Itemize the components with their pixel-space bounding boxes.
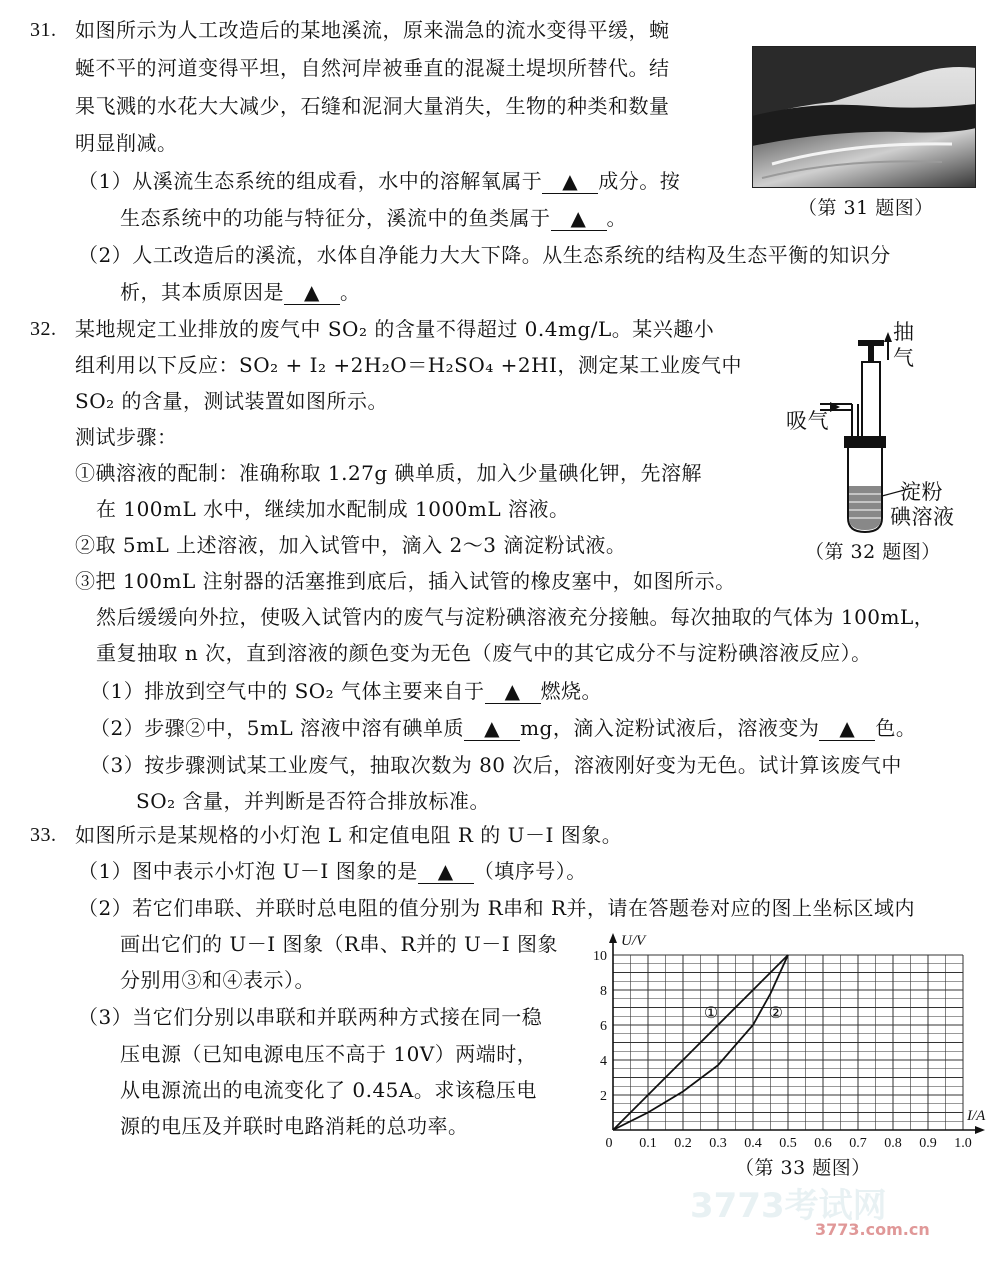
q33-sub3a: （3）当它们分别以串联和并联两种方式接在同一稳: [78, 1005, 543, 1029]
q33-sub3c: 从电源流出的电流变化了 0.45A。求该稳压电: [120, 1078, 537, 1102]
answer-blank[interactable]: ▲: [819, 716, 875, 741]
y-axis-label: U/V: [621, 933, 646, 949]
q33-line1: 如图所示是某规格的小灯泡 L 和定值电阻 R 的 U－I 图象。: [75, 823, 623, 847]
q32-caption: （第 32 题图）: [805, 541, 941, 563]
x-tick-label: 0.6: [814, 1136, 832, 1151]
q31-stream-photo: [752, 46, 976, 188]
x-tick-label: 1.0: [954, 1136, 972, 1151]
q32-sub3b: SO₂ 含量，并判断是否符合排放标准。: [136, 789, 490, 813]
q31-sub1a-post: 成分。按: [598, 169, 681, 193]
q32-step1a: ①碘溶液的配制：准确称取 1.27g 碘单质，加入少量碘化钾，先溶解: [75, 461, 703, 485]
label-draw: 抽: [893, 320, 915, 344]
y-tick-label: 4: [600, 1054, 607, 1069]
q32-sub2-pre: （2）步骤②中，5mL 溶液中溶有碘单质: [90, 716, 465, 740]
q33-ui-chart: [585, 925, 990, 1155]
q31-sub2a: （2）人工改造后的溪流，水体自净能力大大下降。从生态系统的结构及生态平衡的知识分: [78, 243, 891, 267]
q31-sub2b-pre: 析，其本质原因是: [120, 280, 284, 304]
x-tick-label: 0.3: [709, 1136, 727, 1151]
brand-watermark: 3773考试网: [690, 1186, 887, 1226]
q31-sub1b: [120, 206, 627, 231]
starch-iodine-solution: [849, 486, 881, 530]
q32-sub1: [90, 679, 602, 704]
q32-step3b: 然后缓缓向外拉，使吸入试管内的废气与淀粉碘溶液充分接触。每次抽取的气体为 100mL，: [96, 605, 935, 629]
x-axis-arrow: [975, 1126, 985, 1134]
q31-sub1b-post: 。: [606, 206, 627, 230]
q32-line1: 某地规定工业排放的废气中 SO₂ 的含量不得超过 0.4mg/L。某兴趣小: [75, 317, 715, 341]
x-tick-label: 0.7: [849, 1136, 867, 1151]
q32-steps-title: 测试步骤：: [75, 425, 178, 449]
answer-blank[interactable]: ▲: [284, 280, 340, 305]
rubber-stopper: [844, 436, 886, 448]
syringe-barrel: [862, 362, 880, 442]
q33-sub1-post: （填序号）。: [473, 859, 587, 883]
q31-line3: 果飞溅的水花大大减少，石缝和泥洞大量消失，生物的种类和数量: [75, 94, 670, 118]
q32-sub2-mid: mg，滴入淀粉试液后，溶液变为: [520, 716, 820, 740]
q33-caption: （第 33 题图）: [735, 1157, 871, 1179]
x-tick-label: 0.8: [884, 1136, 902, 1151]
q32-step2: ②取 5mL 上述溶液，加入试管中，滴入 2～3 滴淀粉试液。: [75, 533, 627, 557]
x-tick-label: 0.4: [744, 1136, 762, 1151]
answer-blank[interactable]: ▲: [542, 169, 598, 194]
q31-sub1a: [78, 169, 680, 194]
q32-sub3a: （3）按步骤测试某工业废气，抽取次数为 80 次后，溶液刚好变为无色。试计算该废气中: [90, 753, 902, 777]
q31-number: 31.: [30, 19, 57, 41]
label-inhale: 吸气: [786, 409, 829, 433]
y-tick-label: 8: [600, 984, 607, 999]
q33-sub2c: 分别用③和④表示）。: [120, 968, 315, 992]
y-tick-label: 10: [593, 949, 607, 964]
x-tick-label: 0.5: [779, 1136, 797, 1151]
x-tick-label: 0.1: [639, 1136, 657, 1151]
q33-number: 33.: [30, 824, 57, 846]
q32-step3a: ③把 100mL 注射器的活塞推到底后，插入试管的橡皮塞中，如图所示。: [75, 569, 736, 593]
y-tick-label: 6: [600, 1019, 607, 1034]
syringe-handle: [858, 340, 884, 346]
label-solution-2: 碘溶液: [890, 505, 955, 529]
series-label-1: ①: [703, 1005, 719, 1022]
x-tick-label: 0.2: [674, 1136, 692, 1151]
y-axis-arrow: [609, 933, 617, 943]
q31-sub2b: [120, 280, 361, 305]
q31-line1: 如图所示为人工改造后的某地溪流，原来湍急的流水变得平缓，蜿: [75, 18, 670, 42]
q31-caption: （第 31 题图）: [798, 197, 934, 219]
q32-step1b: 在 100mL 水中，继续加水配制成 1000mL 溶液。: [96, 497, 570, 521]
q33-sub1: [78, 859, 587, 884]
label-draw-2: 气: [893, 346, 915, 370]
q31-sub1a-pre: （1）从溪流生态系统的组成看，水中的溶解氧属于: [78, 169, 543, 193]
q31-sub2b-post: 。: [340, 280, 361, 304]
y-tick-label: 2: [600, 1089, 607, 1104]
x-tick-label: 0: [605, 1136, 613, 1151]
q31-sub1b-pre: 生态系统中的功能与特征分，溪流中的鱼类属于: [120, 206, 551, 230]
q31-line2: 蜒不平的河道变得平坦，自然河岸被垂直的混凝土堤坝所替代。结: [75, 56, 670, 80]
url-watermark: 3773.com.cn: [815, 1220, 930, 1239]
q32-number: 32.: [30, 318, 57, 340]
q33-sub2a: （2）若它们串联、并联时总电阻的值分别为 R串和 R并，请在答题卷对应的图上坐标区域内: [78, 896, 916, 920]
answer-blank[interactable]: ▲: [418, 859, 474, 884]
q32-sub2-post: 色。: [875, 716, 917, 740]
q32-line3: SO₂ 的含量，测试装置如图所示。: [75, 389, 388, 413]
answer-blank[interactable]: ▲: [464, 716, 520, 741]
x-axis-label: I/A: [967, 1108, 986, 1124]
q33-sub3d: 源的电压及并联时电路消耗的总功率。: [120, 1114, 469, 1138]
series-label-2: ②: [768, 1005, 783, 1022]
x-tick-label: 0.9: [919, 1136, 937, 1151]
q33-sub3b: 压电源（已知电源电压不高于 10V）两端时，: [120, 1042, 538, 1066]
q32-sub1-post: 燃烧。: [540, 679, 603, 703]
answer-blank[interactable]: ▲: [485, 679, 541, 704]
q32-step3c: 重复抽取 n 次，直到溶液的颜色变为无色（废气中的其它成分不与淀粉碘溶液反应）。: [96, 641, 872, 665]
label-solution-1: 淀粉: [900, 480, 943, 504]
q32-line2: 组利用以下反应：SO₂ + I₂ +2H₂O＝H₂SO₄ +2HI，测定某工业废气中: [75, 353, 742, 377]
q31-line4: 明显削减。: [75, 131, 178, 155]
answer-blank[interactable]: ▲: [551, 206, 607, 231]
q33-sub1-pre: （1）图中表示小灯泡 U－I 图象的是: [78, 859, 418, 883]
q33-sub2b: 画出它们的 U－I 图象（R串、R并的 U－I 图象: [120, 932, 559, 956]
q32-sub2: [90, 716, 916, 741]
q32-sub1-pre: （1）排放到空气中的 SO₂ 气体主要来自于: [90, 679, 485, 703]
